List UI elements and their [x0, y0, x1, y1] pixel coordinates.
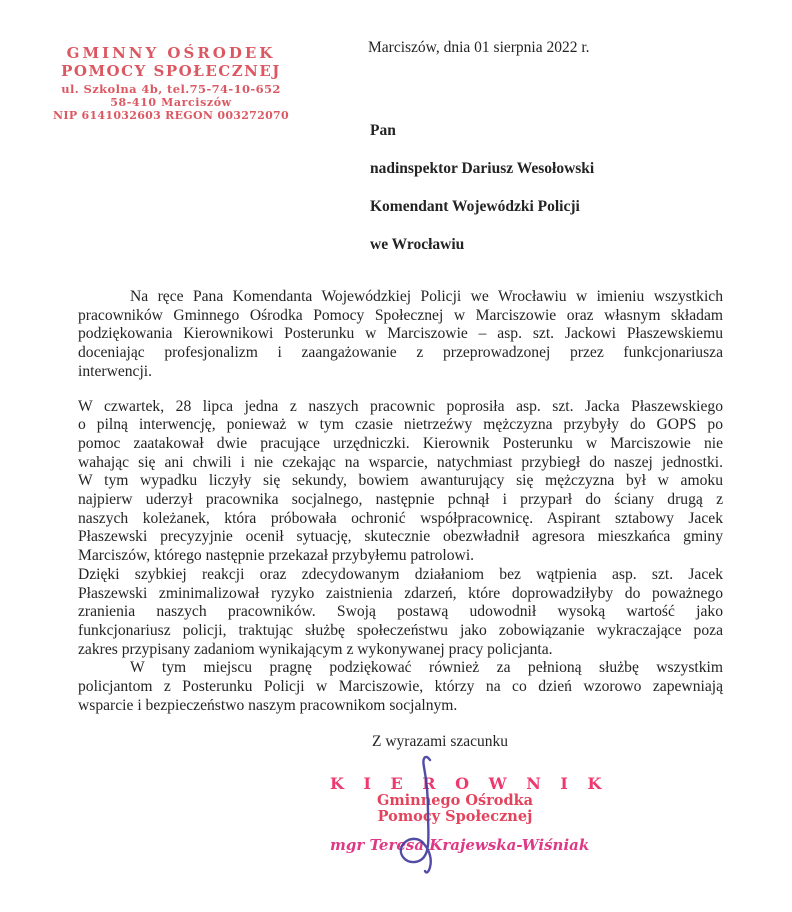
addressee-salutation: Pan [370, 122, 396, 139]
signature-stamp-org-line2: Pomocy Społecznej [377, 808, 533, 826]
stamp-org-name-line2: POMOCY SPOŁECZNEJ [61, 61, 281, 80]
letter-body [78, 288, 723, 715]
body-line: Płaszewski precyzyjnie ocenił sytuację, skutecznie obezwładnił agresora mieszkańca gminy [78, 528, 723, 546]
body-line: naszych koleżanek, która próbowała ochronić współpracownicę. Aspirant sztabowy Jacek [78, 509, 723, 527]
stamp-address-phone: ul. Szkolna 4b, tel.75-74-10-652 [61, 82, 281, 97]
body-line: Dzięki szybkiej reakcji oraz zdecydowanym działaniom bez wątpienia asp. szt. Jacek [78, 565, 723, 583]
body-line: pomoc zaatakował dwie pracujące urzędniczki. Kierownik Posterunku w Marciszowie nie [78, 434, 723, 452]
office-letterhead-stamp [52, 45, 290, 123]
body-line: o pilną interwencję, ponieważ w tym czasie nietrzeźwy mężczyzna przybyły do GOPS po [78, 416, 723, 434]
addressee-city: we Wrocławiu [370, 236, 465, 253]
body-line: W tym miejscu pragnę podziękować również za pełnioną służbę wszystkim [130, 659, 723, 677]
paragraph-block [78, 288, 723, 382]
handwritten-signature [388, 750, 468, 885]
body-line: W tym wypadku liczyły się sekundy, bowiem awanturujący się mężczyzna był w amoku [78, 472, 723, 490]
body-line: wahając się ani chwili i nie czekając na wsparcie, natychmiast przybiegł do naszej jednostki. [78, 453, 723, 471]
stamp-org-name-line1: GMINNY OŚRODEK [66, 44, 276, 62]
body-line: podziękowania Kierownikowi Posterunku w Marciszowie – asp. szt. Jackowi Płaszewskiemu [78, 325, 723, 343]
body-line: najpierw uderzył pracownika socjalnego, następnie pchnął i przyparł do ściany drugą z [78, 491, 723, 509]
body-line: funkcjonariusz policji, traktując służbę społeczeństwu jako zobowiązanie wykraczające poza [78, 621, 723, 639]
body-line: interwencji. [78, 362, 153, 380]
body-line: Płaszewski zminimalizował ryzyko zaistnienia zdarzeń, które doprowadziłyby do poważnego [78, 584, 723, 602]
stamp-postal-city: 58-410 Marciszów [110, 95, 232, 109]
addressee-name: nadinspektor Dariusz Wesołowski [370, 160, 595, 177]
stamp-nip-regon: NIP 6141032603 REGON 003272070 [53, 108, 289, 122]
body-line: wsparcie i bezpieczeństwo naszym pracownikom socjalnym. [78, 696, 458, 714]
body-line: Na ręce Pana Komendanta Wojewódzkiej Policji we Wrocławiu w imieniu wszystkich [130, 288, 723, 305]
signature-stamp-title: K I E R O W N I K [330, 774, 609, 793]
date-line: Marciszów, dnia 01 sierpnia 2022 r. [368, 39, 590, 56]
addressee-block [370, 122, 594, 274]
body-line: W czwartek, 28 lipca jedna z naszych pracownic poprosiła asp. szt. Jacka Płaszewskiego [78, 397, 723, 415]
addressee-title: Komendant Wojewódzki Policji [370, 198, 580, 215]
body-line: zranienia naszych pracowników. Swoją postawą udowodnił wysoką wartość jako [78, 603, 723, 621]
body-line: pracowników Gminnego Ośrodka Pomocy Społecznej w Marciszowie oraz własnym składam [78, 306, 723, 324]
body-line: zakres przypisany zadaniom wynikającym z wykonywanej pracy policjanta. [78, 640, 553, 658]
paragraph-block [78, 398, 723, 716]
body-line: Marciszów, którego następnie przekazał przybyłemu patrolowi. [78, 547, 475, 565]
signature-stamp-org-line1: Gminnego Ośrodka [376, 791, 534, 809]
signatory-name: mgr Teresa Krajewska-Wiśniak [330, 836, 590, 855]
body-line: doceniając profesjonalizm i zaangażowanie z przeprowadzonej przez funkcjonariusza [78, 344, 723, 362]
closing-salutation: Z wyrazami szacunku [372, 733, 508, 750]
signature-ink-path [401, 757, 431, 872]
body-line: policjantom z Posterunku Policji w Marciszowie, którzy na co dzień wzorowo zapewniają [78, 678, 723, 696]
